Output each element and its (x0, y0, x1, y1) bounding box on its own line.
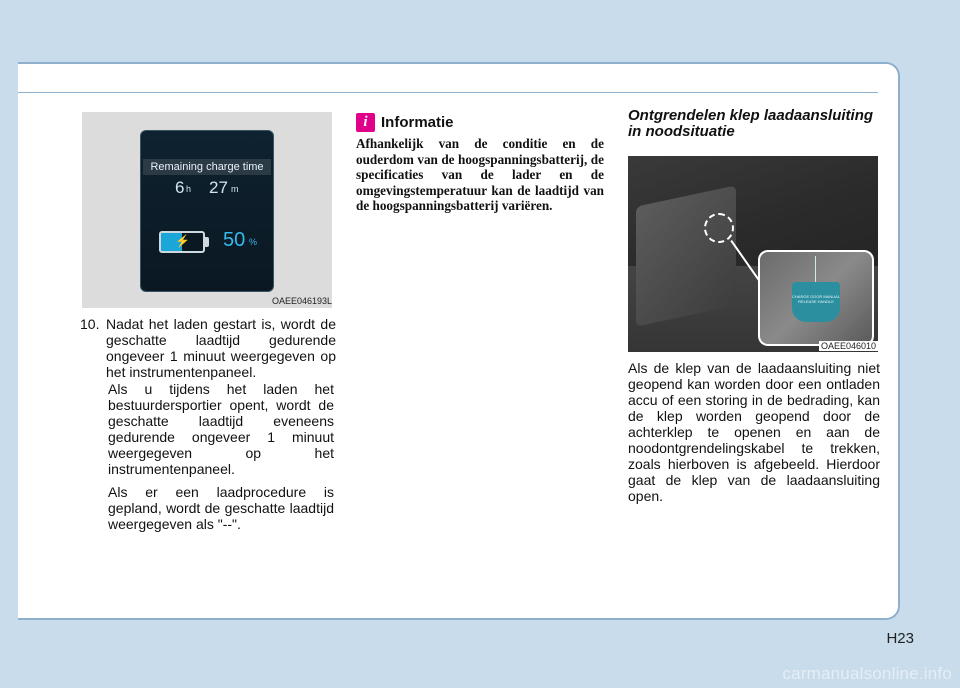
watermark: carmanualsonline.info (782, 664, 952, 683)
charge-percent-unit: % (249, 237, 258, 247)
top-rule (18, 92, 878, 93)
step-text: Nadat het laden gestart is, wordt de geschatte laadtijd gedurende ongeveer 1 minuut weergegeven op het instrumentenpaneel. (106, 316, 336, 380)
release-body-text: Als de klep van de laadaansluiting niet geopend kan worden door een ontladen accu of een storing in de bedrading, kan de klep worden geopend door de achterklep te openen en aan de noodontgrendelingskabel te trekken, zoals hierboven is afgebeeld. Hierdoor gaat de klep van de laadaansluiting open. (628, 360, 880, 504)
instrument-display (140, 130, 274, 292)
release-handle-inset (758, 250, 874, 346)
battery-tip (205, 237, 209, 247)
paragraph-scheduled: Als er een laadprocedure is gepland, wordt de geschatte laadtijd weergegeven als "--". (108, 484, 334, 532)
trunk-side-panel (636, 185, 736, 326)
minutes-value: 27 (209, 178, 228, 197)
section-heading: Ontgrendelen klep laadaansluiting in noodsituatie (628, 107, 874, 140)
step-10 (80, 316, 336, 380)
screen-title: Remaining charge time (143, 159, 271, 175)
release-tag: CHARGE DOOR MANUAL RELEASE HANDLE (792, 282, 840, 322)
hours-value: 6 (175, 178, 185, 197)
info-title: Informatie (381, 114, 454, 131)
figure-caption-2 (628, 341, 878, 351)
figure-caption-1: OAEE046193L (271, 296, 332, 306)
charge-time-figure (82, 112, 332, 308)
lightning-bolt-icon: ⚡ (175, 234, 190, 248)
charge-percent: 50 (223, 229, 246, 251)
release-location-highlight (704, 213, 734, 243)
page-number: H23 (886, 630, 914, 647)
paragraph-door-open: Als u tijdens het laden het bestuurdersportier opent, wordt de geschatte laadtijd eveneens gedurende ongeveer 1 minuut weergegeven op het instrumentenpaneel. (108, 381, 334, 477)
release-cable (815, 256, 816, 284)
step-number: 10. (80, 316, 100, 332)
info-body: Afhankelijk van de conditie en de ouderdom van de hoogspanningsbatterij, de specificaties van de lader en de omgevingstemperatuur kan de laadtijd van de hoogspanningsbatterij variëren. (356, 136, 604, 213)
minutes-unit: m (231, 184, 239, 194)
trunk-release-figure (628, 156, 878, 352)
info-icon: i (356, 113, 375, 132)
hours-unit: h (186, 184, 192, 194)
figure-caption-2-text: OAEE046010 (820, 341, 876, 351)
